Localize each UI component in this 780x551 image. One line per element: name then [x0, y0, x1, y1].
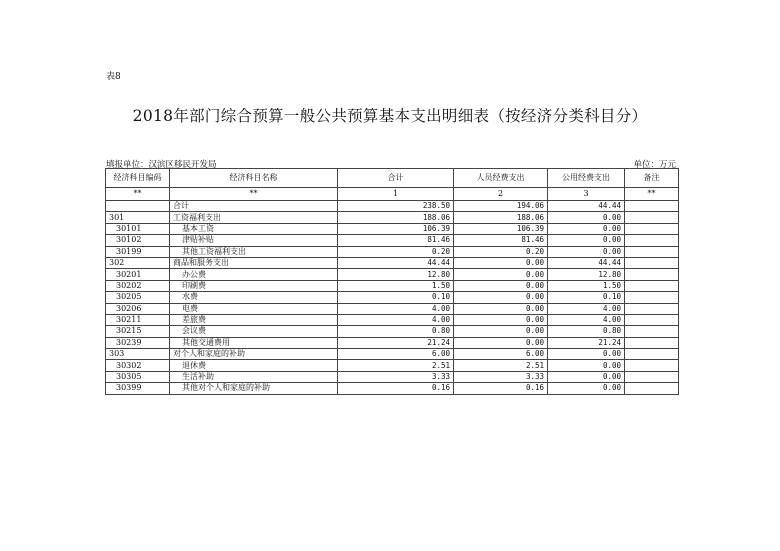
header-note: 备注 [625, 169, 679, 188]
row-total: 4.00 [338, 303, 454, 314]
row-name: 其他对个人和家庭的补助 [170, 383, 338, 394]
row-personnel: 0.00 [454, 337, 548, 348]
row-name: 差旅费 [170, 314, 338, 325]
row-code: 301 [106, 212, 170, 223]
row-name: 生活补助 [170, 371, 338, 382]
row-personnel: 0.00 [454, 303, 548, 314]
table-row [106, 337, 679, 348]
table-number: 表8 [106, 72, 121, 82]
row-code: 30201 [106, 269, 170, 280]
row-code: 30101 [106, 223, 170, 234]
row-code: 30206 [106, 303, 170, 314]
table-row [106, 383, 679, 394]
index-total: 1 [338, 188, 454, 201]
row-personnel: 188.06 [454, 212, 548, 223]
row-total: 3.33 [338, 371, 454, 382]
row-public: 0.00 [548, 223, 625, 234]
header-public: 公用经费支出 [548, 169, 625, 188]
row-code: 30199 [106, 246, 170, 257]
table-row [106, 269, 679, 280]
row-name: 办公费 [170, 269, 338, 280]
table-row [106, 326, 679, 337]
row-code [106, 201, 170, 212]
row-name: 电费 [170, 303, 338, 314]
row-public: 1.50 [548, 280, 625, 291]
row-code: 30211 [106, 314, 170, 325]
table-row [106, 235, 679, 246]
row-public: 44.44 [548, 201, 625, 212]
row-personnel: 0.00 [454, 326, 548, 337]
row-code: 30102 [106, 235, 170, 246]
row-note [625, 246, 679, 257]
row-personnel: 2.51 [454, 360, 548, 371]
row-note [625, 314, 679, 325]
row-code: 30202 [106, 280, 170, 291]
row-code: 30305 [106, 371, 170, 382]
row-personnel: 0.16 [454, 383, 548, 394]
row-code: 303 [106, 349, 170, 360]
row-public: 0.10 [548, 292, 625, 303]
row-total: 21.24 [338, 337, 454, 348]
header-code: 经济科目编码 [106, 169, 170, 188]
index-name: ** [170, 188, 338, 201]
index-row [106, 188, 679, 201]
row-public: 4.00 [548, 314, 625, 325]
row-code: 30205 [106, 292, 170, 303]
table-row [106, 201, 679, 212]
row-total: 4.00 [338, 314, 454, 325]
row-public: 21.24 [548, 337, 625, 348]
expenditure-table [105, 168, 679, 395]
row-total: 188.06 [338, 212, 454, 223]
row-personnel: 0.00 [454, 269, 548, 280]
row-public: 0.00 [548, 235, 625, 246]
table-row [106, 371, 679, 382]
index-code: ** [106, 188, 170, 201]
row-public: 0.00 [548, 383, 625, 394]
row-total: 0.10 [338, 292, 454, 303]
currency-unit: 单位：万元 [633, 160, 676, 170]
row-personnel: 0.00 [454, 314, 548, 325]
row-total: 0.80 [338, 326, 454, 337]
row-name: 水费 [170, 292, 338, 303]
row-note [625, 280, 679, 291]
row-name: 退休费 [170, 360, 338, 371]
row-public: 0.00 [548, 360, 625, 371]
index-note: ** [625, 188, 679, 201]
row-note [625, 223, 679, 234]
row-name: 会议费 [170, 326, 338, 337]
header-total: 合计 [338, 169, 454, 188]
row-note [625, 360, 679, 371]
row-note [625, 326, 679, 337]
row-public: 44.44 [548, 257, 625, 268]
row-name: 对个人和家庭的补助 [170, 349, 338, 360]
row-code: 302 [106, 257, 170, 268]
row-name: 合计 [170, 201, 338, 212]
page-title: 2018年部门综合预算一般公共预算基本支出明细表（按经济分类科目分） [132, 107, 648, 125]
row-note [625, 257, 679, 268]
table-row [106, 246, 679, 257]
header-personnel: 人员经费支出 [454, 169, 548, 188]
row-note [625, 371, 679, 382]
row-note [625, 212, 679, 223]
row-note [625, 383, 679, 394]
table-row [106, 223, 679, 234]
row-total: 1.50 [338, 280, 454, 291]
row-name: 工资福利支出 [170, 212, 338, 223]
row-total: 2.51 [338, 360, 454, 371]
index-public: 3 [548, 188, 625, 201]
row-total: 81.46 [338, 235, 454, 246]
header-row [106, 169, 679, 188]
row-personnel: 6.00 [454, 349, 548, 360]
row-total: 6.00 [338, 349, 454, 360]
index-personnel: 2 [454, 188, 548, 201]
row-total: 12.80 [338, 269, 454, 280]
row-public: 0.00 [548, 349, 625, 360]
row-code: 30302 [106, 360, 170, 371]
row-total: 0.16 [338, 383, 454, 394]
row-personnel: 0.20 [454, 246, 548, 257]
header-name: 经济科目名称 [170, 169, 338, 188]
row-name: 津贴补贴 [170, 235, 338, 246]
table-row [106, 360, 679, 371]
row-name: 印刷费 [170, 280, 338, 291]
row-note [625, 349, 679, 360]
table-row [106, 280, 679, 291]
table-row [106, 303, 679, 314]
row-code: 30215 [106, 326, 170, 337]
table-row [106, 212, 679, 223]
row-note [625, 292, 679, 303]
table-row [106, 349, 679, 360]
table-row [106, 292, 679, 303]
row-personnel: 194.06 [454, 201, 548, 212]
row-total: 106.39 [338, 223, 454, 234]
row-code: 30399 [106, 383, 170, 394]
row-personnel: 106.39 [454, 223, 548, 234]
row-public: 0.00 [548, 246, 625, 257]
row-public: 4.00 [548, 303, 625, 314]
row-personnel: 3.33 [454, 371, 548, 382]
reporting-unit: 填报单位：汉滨区移民开发局 [106, 160, 217, 170]
row-note [625, 269, 679, 280]
row-note [625, 337, 679, 348]
row-name: 其他工资福利支出 [170, 246, 338, 257]
row-name: 商品和服务支出 [170, 257, 338, 268]
row-public: 0.80 [548, 326, 625, 337]
row-note [625, 201, 679, 212]
row-public: 0.00 [548, 212, 625, 223]
row-public: 0.00 [548, 371, 625, 382]
row-personnel: 0.00 [454, 292, 548, 303]
row-total: 44.44 [338, 257, 454, 268]
row-name: 基本工资 [170, 223, 338, 234]
row-personnel: 81.46 [454, 235, 548, 246]
row-total: 238.50 [338, 201, 454, 212]
table-row [106, 257, 679, 268]
row-code: 30239 [106, 337, 170, 348]
table-row [106, 314, 679, 325]
row-name: 其他交通费用 [170, 337, 338, 348]
row-public: 12.80 [548, 269, 625, 280]
row-personnel: 0.00 [454, 280, 548, 291]
row-total: 0.20 [338, 246, 454, 257]
row-note [625, 303, 679, 314]
row-note [625, 235, 679, 246]
row-personnel: 0.00 [454, 257, 548, 268]
